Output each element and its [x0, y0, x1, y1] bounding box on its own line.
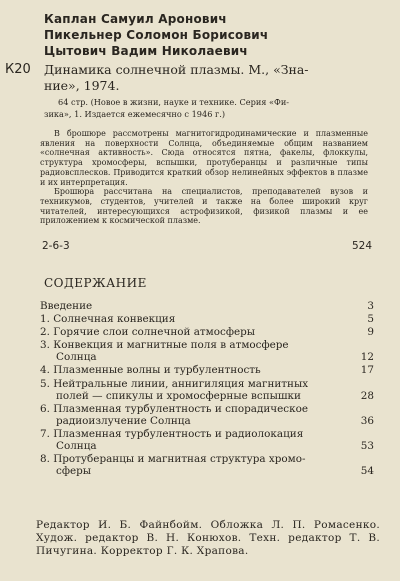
toc-item-page: 5 — [367, 313, 374, 326]
toc-item-4 — [40, 364, 374, 376]
toc-item-text: 4. Плазменные волны и турбулентность — [40, 364, 261, 377]
table-of-contents — [40, 300, 374, 477]
title-line: Динамика солнечной плазмы. М., «Зна- — [44, 62, 309, 77]
toc-title: СОДЕРЖАНИЕ — [44, 276, 147, 290]
toc-item-text: 8. Протуберанцы и магнитная структура хромо- — [40, 453, 306, 466]
toc-item-8 — [40, 453, 374, 477]
author-2: Пикельнер Соломон Борисович — [44, 28, 269, 42]
colophon: Редактор И. Б. Файнбойм. Обложка Л. П. Ромасенко. Худож. редактор В. Н. Конюхов. Техн. редактор Т. В. Пичугина. Корректор Г. К. Храпова. — [36, 519, 380, 557]
toc-item-intro — [40, 300, 374, 312]
toc-item-1 — [40, 313, 374, 325]
toc-item-text: 2. Горячие слои солнечной атмосферы — [40, 326, 256, 339]
series-line-1: 64 стр. (Новое в жизни, науке и технике. Серия «Фи- — [58, 97, 290, 107]
toc-item-5 — [40, 378, 374, 402]
toc-item-2 — [40, 326, 374, 338]
abstract-paragraph-2: Брошюра рассчитана на специалистов, преподавателей вузов и техникумов, студентов, учителей и также на более широкий круг читателей, интересующихся астрофизикой, физикой плазмы и ее приложением к космической плазме. — [40, 187, 368, 226]
toc-item-7 — [40, 428, 374, 452]
toc-item-text-cont: Солнца — [56, 440, 97, 453]
series-line-2: зика», 1. Издается ежемесячно с 1946 г.) — [44, 109, 226, 119]
toc-item-text: Введение — [40, 300, 93, 312]
index-code: К20 — [5, 62, 31, 77]
title-continuation: ние», 1974. — [44, 78, 120, 93]
toc-item-page: 12 — [360, 351, 374, 364]
toc-item-text-cont: радиоизлучение Солнца — [56, 414, 191, 427]
toc-item-text-cont: полей — спикулы и хромосферные вспышки — [56, 389, 301, 402]
toc-item-text: 6. Плазменная турбулентность и спорадическое — [40, 402, 309, 415]
toc-item-page: 9 — [367, 326, 374, 339]
toc-item-text: 5. Нейтральные линии, аннигиляция магнитных — [40, 377, 309, 390]
toc-item-text-cont: сферы — [56, 465, 92, 478]
toc-item-page: 17 — [360, 364, 374, 377]
toc-item-text: 1. Солнечная конвекция — [40, 313, 176, 326]
toc-item-page: 53 — [360, 440, 374, 453]
toc-item-3 — [40, 339, 374, 363]
toc-item-page: 54 — [360, 465, 374, 478]
abstract-paragraph-1: В брошюре рассмотрены магнитогидродинамические и плазменные явления на поверхности Солнца, объединяемые общим названием «солнечная активность». Сюда относятся пятна, факелы, флоккулы, структура хромосферы, вспышки, протуберанцы и различные типы радиовсплесков. Приводится краткий обзор нелинейных эффектов в плазме и их интерпретация. — [40, 129, 368, 187]
abstract — [40, 129, 368, 226]
classification-number: 524 — [352, 240, 373, 252]
toc-item-page: 36 — [360, 414, 374, 427]
author-3: Цытович Вадим Николаевич — [44, 44, 248, 58]
toc-item-6 — [40, 403, 374, 427]
toc-item-text: 3. Конвекция и магнитные поля в атмосфере — [40, 339, 289, 352]
classification-code: 2-6-3 — [42, 240, 70, 252]
author-1: Каплан Самуил Аронович — [44, 12, 227, 26]
toc-item-page: 28 — [360, 389, 374, 402]
toc-item-text: 7. Плазменная турбулентность и радиолокация — [40, 427, 304, 440]
toc-item-text-cont: Солнца — [56, 351, 97, 364]
toc-item-page: 3 — [367, 300, 374, 312]
